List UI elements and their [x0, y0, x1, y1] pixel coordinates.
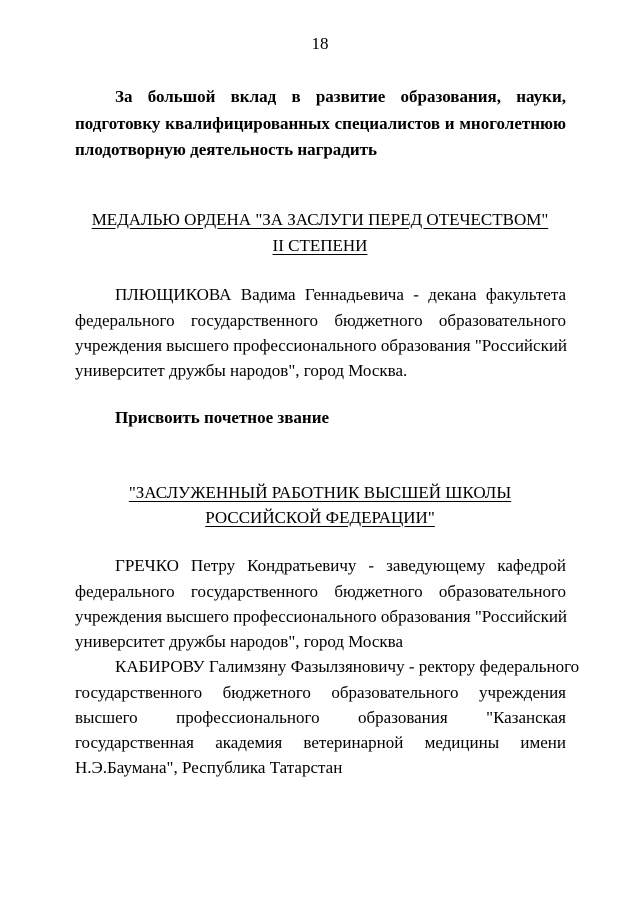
- title-heading-line-2: РОССИЙСКОЙ ФЕДЕРАЦИИ": [205, 508, 435, 527]
- title-heading-line-1: "ЗАСЛУЖЕННЫЙ РАБОТНИК ВЫСШЕЙ ШКОЛЫ: [128, 483, 512, 502]
- title-intro: Присвоить почетное звание: [115, 408, 330, 427]
- page-number: 18: [311, 34, 329, 53]
- intro-line-1: За большой вклад в развитие образования, науки,: [115, 87, 566, 106]
- award-heading-line-1: МЕДАЛЬЮ ОРДЕНА "ЗА ЗАСЛУГИ ПЕРЕД ОТЕЧЕСТВОМ": [91, 210, 549, 229]
- awardee1-line-3: учреждения высшего профессионального образования "Российский: [75, 336, 568, 355]
- person2-line-4: государственная академия ветеринарной медицины имени: [75, 733, 566, 752]
- person2-line-3: высшего профессионального образования "Казанская: [75, 708, 566, 727]
- person1-line-2: федерального государственного бюджетного образовательного: [75, 582, 566, 601]
- awardee1-line-2: федерального государственного бюджетного образовательного: [75, 311, 566, 330]
- person1-line-4: университет дружбы народов", город Москва: [75, 632, 404, 651]
- awardee1-line-4: университет дружбы народов", город Москва.: [75, 361, 408, 380]
- person1-line-3: учреждения высшего профессионального образования "Российский: [75, 607, 568, 626]
- awardee1-line-1: ПЛЮЩИКОВА Вадима Геннадьевича - декана факультета: [115, 285, 566, 304]
- person2-line-5: Н.Э.Баумана", Республика Татарстан: [75, 758, 343, 777]
- person2-line-1: КАБИРОВУ Галимзяну Фазылзяновичу - ректору федерального: [115, 657, 580, 676]
- person2-line-2: государственного бюджетного образовательного учреждения: [75, 683, 566, 702]
- intro-line-2: подготовку квалифицированных специалистов и многолетнюю: [75, 114, 566, 133]
- intro-line-3: плодотворную деятельность наградить: [75, 140, 378, 159]
- person1-line-1: ГРЕЧКО Петру Кондратьевичу - заведующему кафедрой: [115, 556, 566, 575]
- award-heading-line-2: II СТЕПЕНИ: [272, 236, 368, 255]
